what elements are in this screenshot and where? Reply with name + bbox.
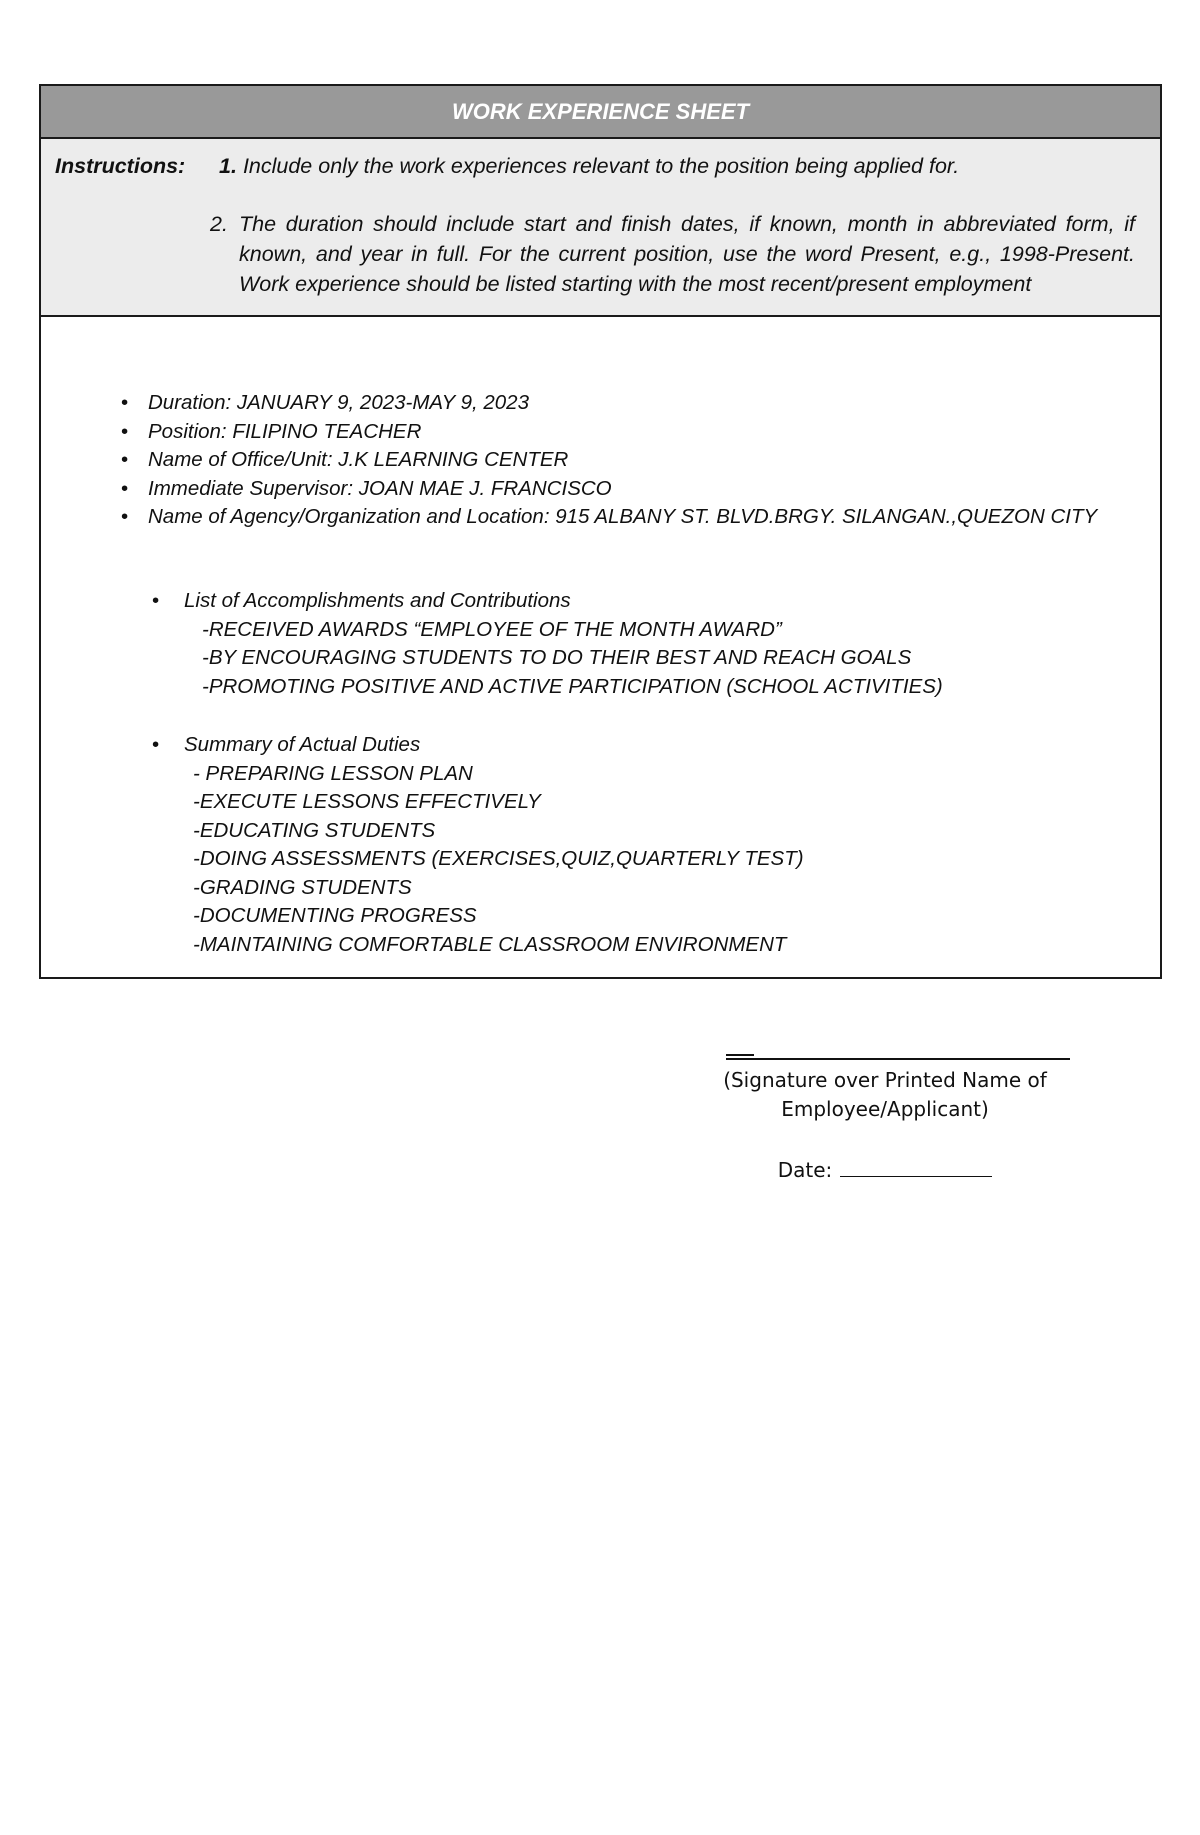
signature-caption — [690, 1066, 1080, 1124]
duty-item: -MAINTAINING COMFORTABLE CLASSROOM ENVIRONMENT — [193, 932, 787, 956]
instructions-section — [41, 139, 1160, 317]
signature-caption-line: (Signature over Printed Name of — [723, 1068, 1047, 1092]
detail-position: • Position: FILIPINO TEACHER — [118, 418, 1146, 447]
experience-entry — [41, 317, 1160, 977]
instruction-number: 2. — [210, 212, 228, 236]
duty-item: - PREPARING LESSON PLAN — [193, 761, 473, 785]
duty-item: -DOING ASSESSMENTS (EXERCISES,QUIZ,QUARTERLY TEST) — [193, 847, 804, 870]
signature-line — [726, 1058, 1070, 1060]
instructions-label: Instructions: — [55, 154, 186, 178]
detail-office-unit: • Name of Office/Unit: J.K LEARNING CENTER — [118, 446, 1146, 475]
detail-agency-location: • Name of Agency/Organization and Location: 915 ALBANY ST. BLVD.BRGY. SILANGAN.,QUEZON CITY — [118, 503, 1146, 532]
duty-item: -GRADING STUDENTS — [193, 875, 412, 899]
accomplishment-item: -BY ENCOURAGING STUDENTS TO DO THEIR BEST AND REACH GOALS — [202, 646, 912, 669]
duties-heading: • Summary of Actual Duties — [149, 731, 1149, 760]
accomplishment-item: -PROMOTING POSITIVE AND ACTIVE PARTICIPATION (SCHOOL ACTIVITIES) — [202, 674, 943, 698]
detail-supervisor: • Immediate Supervisor: JOAN MAE J. FRANCISCO — [118, 475, 1146, 504]
duties-section — [149, 731, 1149, 959]
instruction-text: Include only the work experiences relevant to the position being applied for. — [242, 154, 960, 178]
instruction-item-1 — [219, 151, 959, 181]
date-field — [690, 1156, 1080, 1185]
duty-item: -EDUCATING STUDENTS — [193, 818, 436, 842]
signature-line-mark — [726, 1054, 754, 1056]
accomplishment-item: -RECEIVED AWARDS “EMPLOYEE OF THE MONTH AWARD” — [202, 617, 782, 641]
date-label: Date: — [777, 1158, 833, 1182]
instruction-number: 1. — [219, 154, 237, 178]
instruction-item-2 — [210, 209, 1135, 299]
accomplishments-heading: • List of Accomplishments and Contributions — [149, 587, 1149, 616]
duty-item: -EXECUTE LESSONS EFFECTIVELY — [193, 790, 541, 813]
duty-item: -DOCUMENTING PROGRESS — [193, 904, 477, 927]
date-blank-line — [840, 1156, 992, 1177]
sheet-title — [41, 86, 1160, 139]
accomplishments-section — [149, 587, 1149, 701]
sheet-title-text: WORK EXPERIENCE SHEET — [451, 98, 750, 124]
work-experience-sheet — [39, 84, 1162, 979]
experience-details — [118, 389, 1146, 532]
detail-duration: • Duration: JANUARY 9, 2023-MAY 9, 2023 — [118, 389, 1146, 418]
instruction-text: The duration should include start and finish dates, if known, month in abbreviated form, if known, and year in full. For the current position, use the word Present, e.g., 1998-Present. Work experience should be listed starting with the most recent/present employment — [239, 212, 1135, 296]
signature-caption-line: Employee/Applicant) — [781, 1097, 989, 1121]
